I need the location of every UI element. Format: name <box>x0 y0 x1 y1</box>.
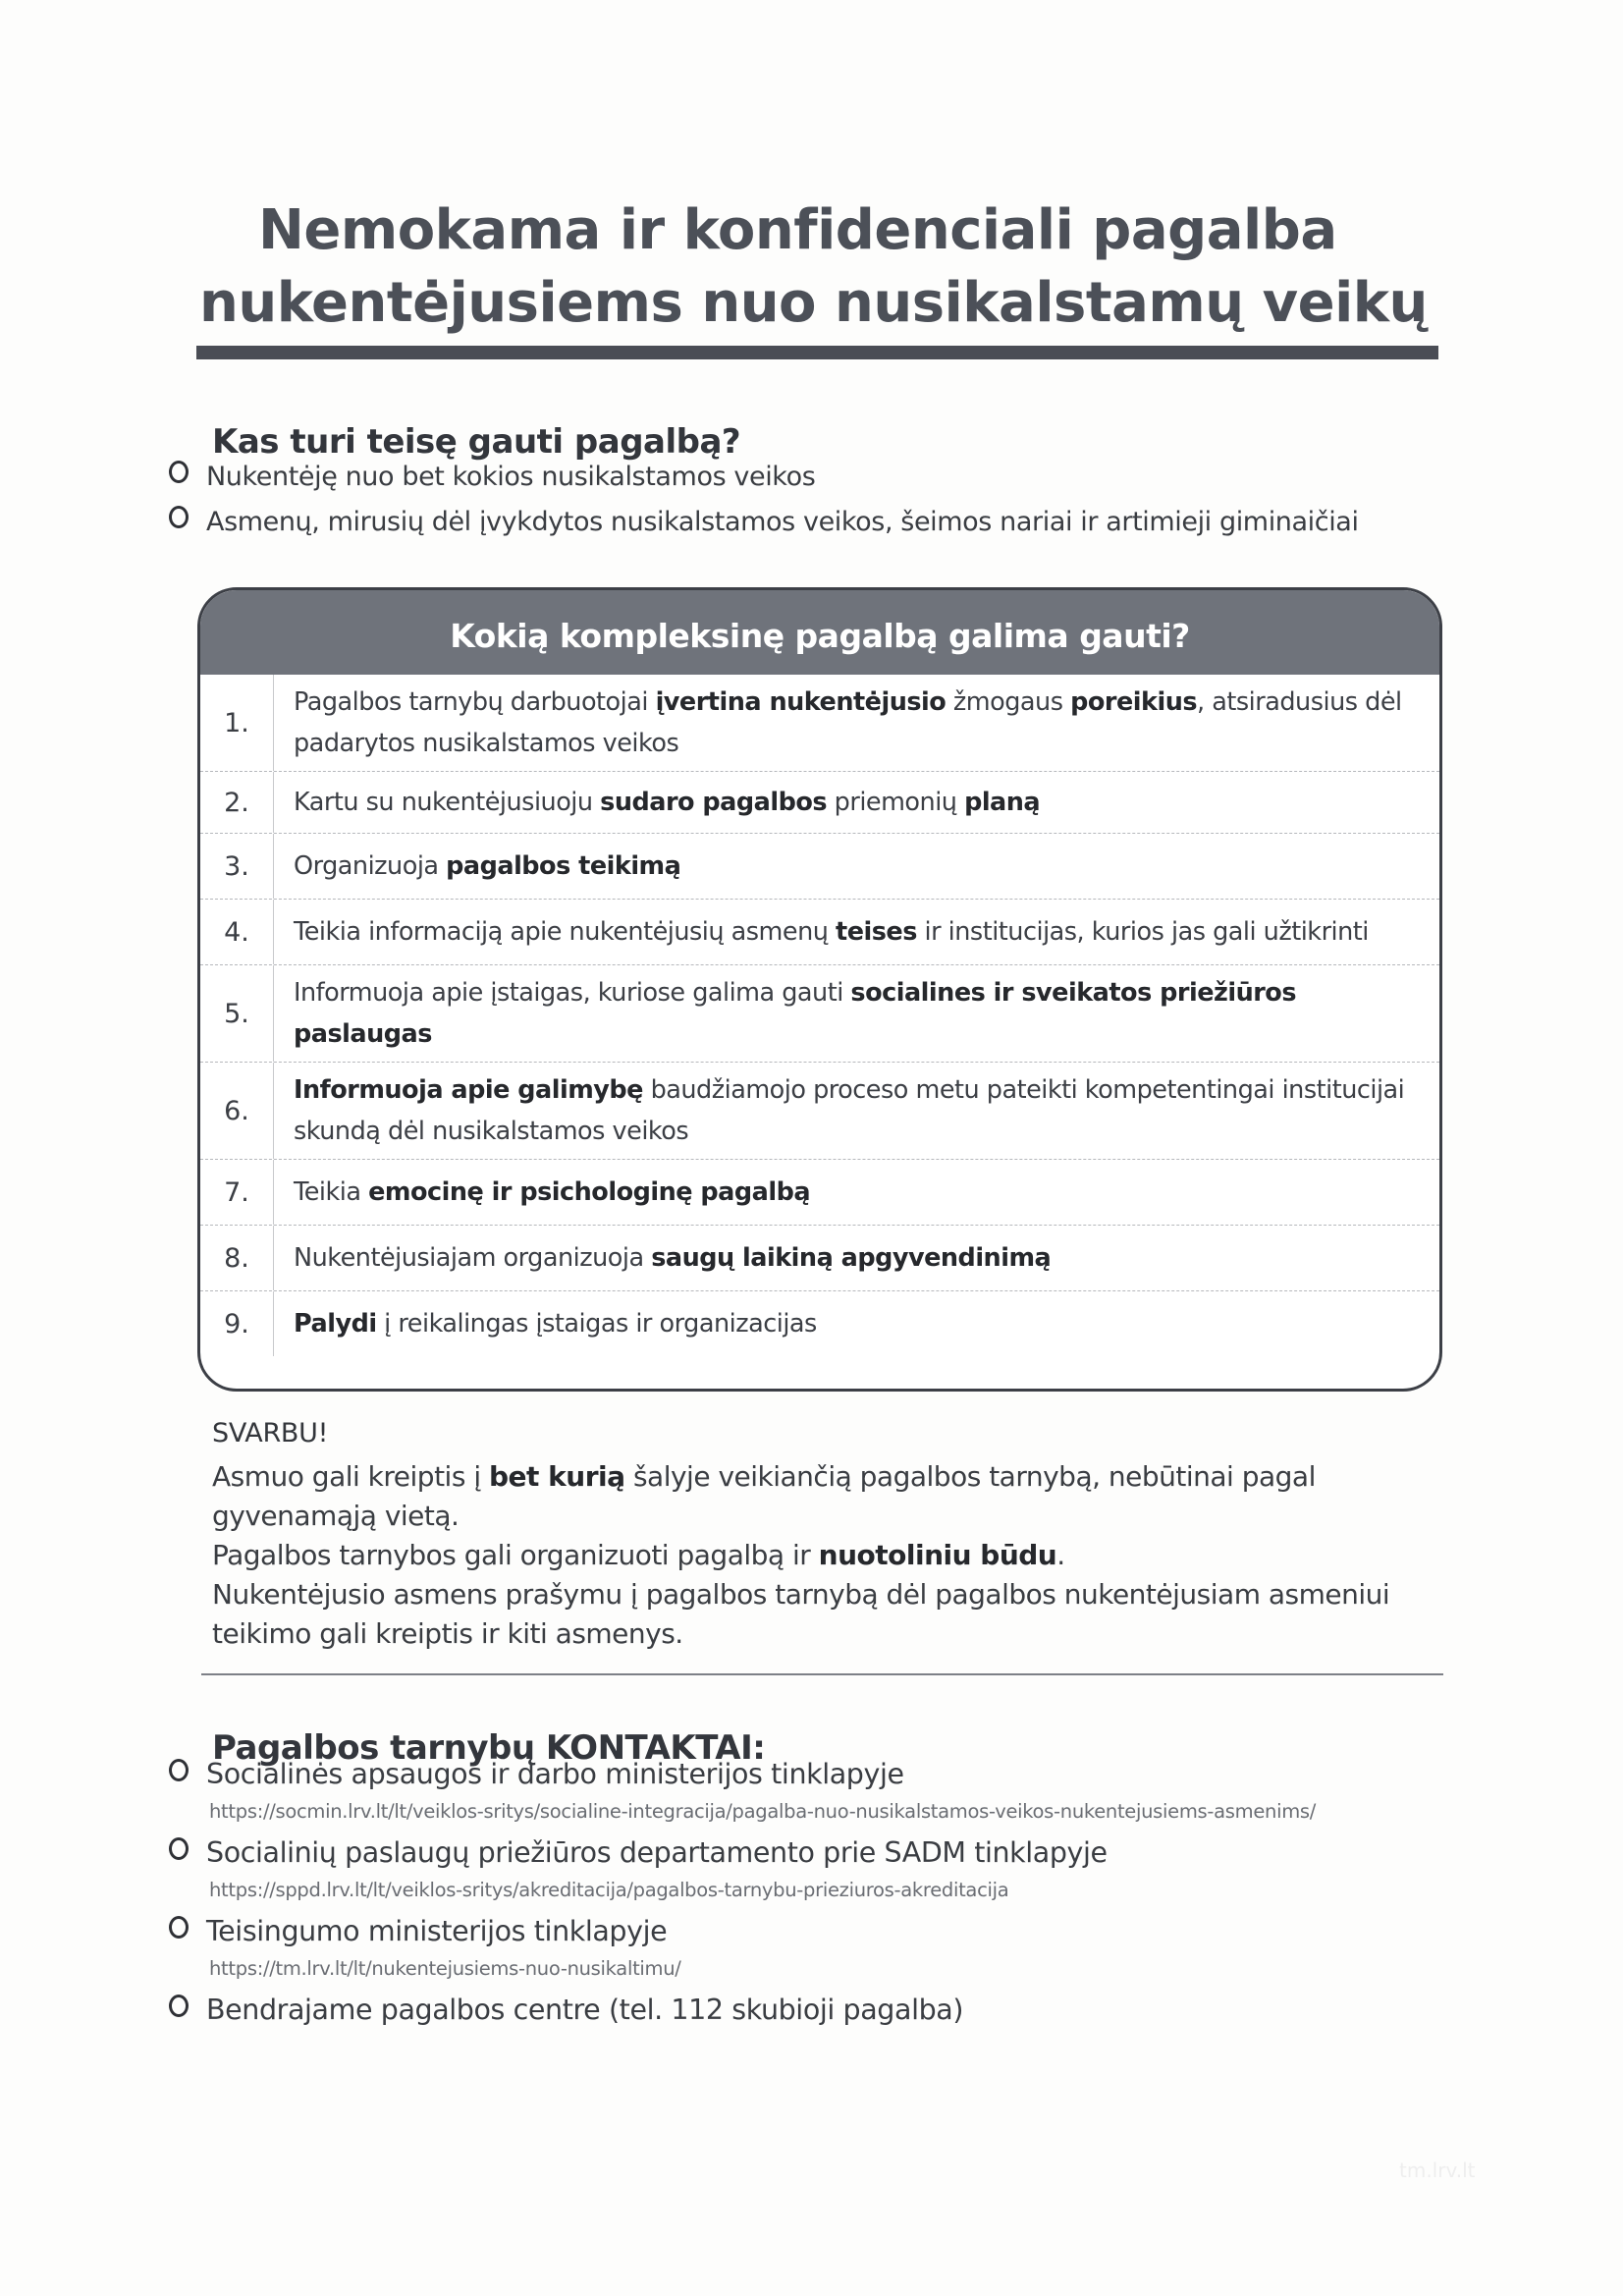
contact-item <box>169 1915 1623 1994</box>
bullet-circle-icon <box>169 1759 189 1781</box>
contacts-heading: Pagalbos tarnybų KONTAKTAI: <box>212 1728 766 1769</box>
emphasis-text: Palydi <box>294 1309 377 1339</box>
services-table <box>197 587 1442 1392</box>
table-row <box>200 1159 1439 1225</box>
eligibility-list <box>169 462 1359 552</box>
table-row <box>200 1062 1439 1159</box>
emphasis-text: bet kurią <box>489 1460 625 1493</box>
emphasis-text: įvertina nukentėjusio <box>655 687 947 717</box>
title-line-2: nukentėjusiems nuo nusikalstamų veikų <box>199 270 1428 335</box>
contact-url-link[interactable]: https://socmin.lrv.lt/lt/veiklos-sritys/socialine-integracija/pagalba-nuo-nusikalstamos-veikos-nukentejusiems-asmenims/ <box>209 1800 1317 1823</box>
contact-label: Socialinės apsaugos ir darbo ministerijos tinklapyje <box>206 1758 904 1790</box>
title-divider <box>196 346 1438 359</box>
list-item <box>169 507 1359 552</box>
row-number: 6. <box>200 1063 274 1159</box>
emphasis-text: poreikius <box>1070 687 1198 717</box>
bullet-circle-icon <box>169 1995 189 2017</box>
emphasis-text: sudaro pagalbos <box>600 788 828 817</box>
text-run: Teikia informaciją apie nukentėjusių asmenų <box>294 917 837 947</box>
list-item-text: Nukentėję nuo bet kokios nusikalstamos veikos <box>206 462 816 492</box>
row-number: 4. <box>200 900 274 964</box>
row-number: 3. <box>200 834 274 899</box>
watermark: tm.lrv.lt <box>1399 2159 1476 2182</box>
bullet-circle-icon <box>169 1916 189 1939</box>
services-table-heading: Kokią kompleksinę pagalbą galima gauti? <box>200 590 1439 675</box>
text-run: Teikia <box>294 1177 369 1207</box>
row-text <box>274 1069 1439 1152</box>
important-notes <box>212 1457 1479 1654</box>
list-item <box>169 462 1359 507</box>
section-divider <box>201 1673 1443 1675</box>
important-paragraph <box>212 1536 1479 1575</box>
important-label: SVARBU! <box>212 1418 329 1449</box>
contact-item <box>169 1758 1623 1836</box>
row-number: 5. <box>200 965 274 1062</box>
text-run: į reikalingas įstaigas ir organizacijas <box>376 1309 817 1339</box>
table-row <box>200 964 1439 1062</box>
row-text <box>274 846 700 887</box>
emphasis-text: saugų laikiną apgyvendinimą <box>651 1243 1052 1273</box>
emphasis-text: emocinę ir psichologinę pagalbą <box>368 1177 811 1207</box>
bullet-circle-icon <box>169 1837 189 1860</box>
text-run: Pagalbos tarnybos gali organizuoti pagalbą ir <box>212 1539 819 1571</box>
emphasis-text: nuotoliniu būdu <box>818 1539 1057 1571</box>
document-title <box>191 194 1468 340</box>
table-row <box>200 1225 1439 1290</box>
row-text <box>274 682 1439 764</box>
table-row <box>200 833 1439 899</box>
contact-url-link[interactable]: https://tm.lrv.lt/lt/nukentejusiems-nuo-nusikaltimu/ <box>209 1957 681 1980</box>
contact-label: Teisingumo ministerijos tinklapyje <box>206 1915 668 1947</box>
contact-url-link[interactable]: https://sppd.lrv.lt/lt/veiklos-sritys/akreditacija/pagalbos-tarnybu-prieziuros-akreditacija <box>209 1879 1009 1901</box>
emphasis-text: teises <box>836 917 917 947</box>
row-number: 9. <box>200 1291 274 1356</box>
text-run: . <box>1056 1539 1065 1571</box>
table-row <box>200 899 1439 964</box>
emphasis-text: socialines ir sveikatos priežiūros paslaugas <box>294 978 1297 1049</box>
row-text <box>274 1172 830 1213</box>
row-text <box>274 911 1388 953</box>
contacts-list <box>169 1758 1623 2026</box>
important-paragraph <box>212 1457 1479 1536</box>
text-run: Nukentėjusio asmens prašymu į pagalbos tarnybą dėl pagalbos nukentėjusiam asmeniui teikimo gali kreiptis ir kiti asmenys. <box>212 1578 1390 1650</box>
services-table-body <box>200 675 1439 1356</box>
text-run: Kartu su nukentėjusiuoju <box>294 788 601 817</box>
text-run: šalyje veikiančią pagalbos tarnybą, nebūtinai pagal gyvenamąją vietą. <box>212 1460 1316 1532</box>
row-text <box>274 782 1059 823</box>
text-run: Nukentėjusiajam organizuoja <box>294 1243 652 1273</box>
row-number: 8. <box>200 1226 274 1290</box>
contact-item <box>169 1994 1623 2026</box>
text-run: Informuoja apie įstaigas, kuriose galima gauti <box>294 978 851 1008</box>
text-run: Organizuoja <box>294 851 447 881</box>
title-line-1: Nemokama ir konfidenciali pagalba <box>258 197 1337 262</box>
table-row <box>200 675 1439 771</box>
contact-label: Socialinių paslaugų priežiūros departamento prie SADM tinklapyje <box>206 1836 1108 1869</box>
emphasis-text: pagalbos teikimą <box>446 851 681 881</box>
important-paragraph <box>212 1575 1479 1654</box>
row-text <box>274 1237 1070 1279</box>
row-number: 2. <box>200 772 274 833</box>
contact-label: Bendrajame pagalbos centre (tel. 112 skubioji pagalba) <box>206 1994 964 2026</box>
text-run: , atsiradusius dėl padarytos nusikalstamos veikos <box>294 687 1402 758</box>
text-run: Asmuo gali kreiptis į <box>212 1460 490 1493</box>
row-text <box>274 1303 837 1344</box>
eligibility-heading: Kas turi teisę gauti pagalbą? <box>212 422 741 463</box>
text-run: žmogaus <box>946 687 1071 717</box>
table-row <box>200 1290 1439 1356</box>
row-number: 1. <box>200 675 274 771</box>
emphasis-text: Informuoja apie galimybę <box>294 1075 643 1105</box>
row-number: 7. <box>200 1160 274 1225</box>
text-run: baudžiamojo proceso metu pateikti kompetentingai institucijai skundą dėl nusikalstamos veikos <box>294 1075 1405 1146</box>
bullet-circle-icon <box>169 506 189 528</box>
list-item-text: Asmenų, mirusių dėl įvykdytos nusikalstamos veikos, šeimos nariai ir artimieji giminaičiai <box>206 507 1359 537</box>
contact-item <box>169 1836 1623 1915</box>
bullet-circle-icon <box>169 461 189 483</box>
text-run: Pagalbos tarnybų darbuotojai <box>294 687 656 717</box>
table-row <box>200 771 1439 833</box>
emphasis-text: planą <box>964 788 1041 817</box>
text-run: priemonių <box>827 788 965 817</box>
row-text <box>274 972 1439 1055</box>
text-run: ir institucijas, kurios jas gali užtikrinti <box>916 917 1369 947</box>
